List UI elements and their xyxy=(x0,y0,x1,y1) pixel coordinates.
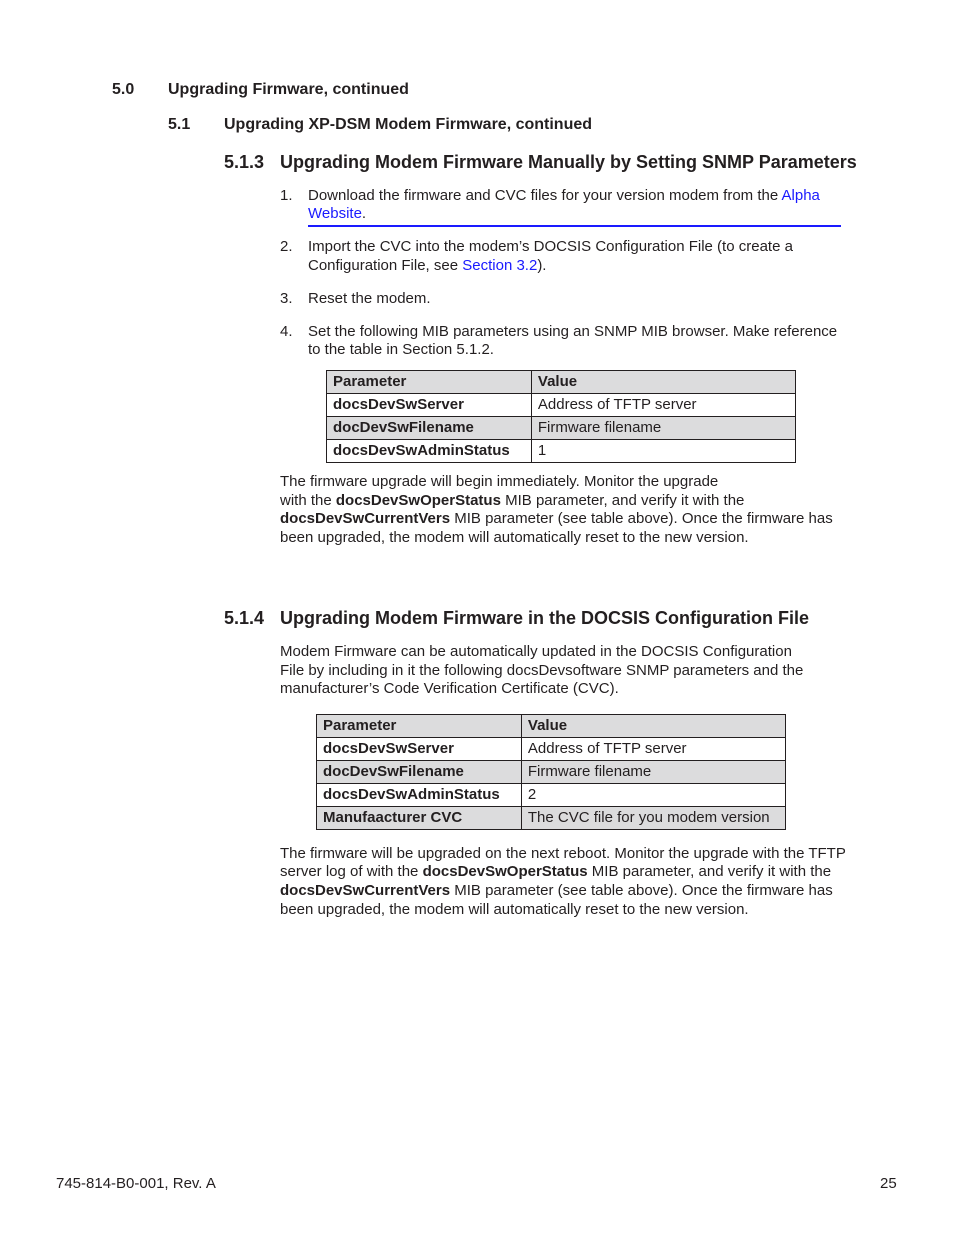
table-cell-value: Address of TFTP server xyxy=(531,394,795,417)
s513-para-line-4: been upgraded, the modem will automatically reset to the new version. xyxy=(280,529,749,546)
table-row xyxy=(317,738,786,761)
s513-para-line-2 xyxy=(280,492,744,511)
s513-para-line-1: The firmware upgrade will begin immediately. Monitor the upgrade xyxy=(280,473,719,490)
s514-para-line-1: The firmware will be upgraded on the next reboot. Monitor the upgrade with the TFTP xyxy=(280,845,846,862)
step-2-end: ). xyxy=(537,257,547,274)
table-header-row xyxy=(327,371,796,394)
table-header-parameter: Parameter xyxy=(327,371,532,394)
table-cell-value: 2 xyxy=(521,784,785,807)
step-4-number: 4. xyxy=(280,323,293,340)
s513-title: Upgrading Modem Firmware Manually by Setting SNMP Parameters xyxy=(280,152,857,172)
s513-para-text: with the xyxy=(280,492,336,509)
step-2-line-1: Import the CVC into the modem’s DOCSIS Configuration File (to create a xyxy=(308,238,793,255)
table-header-parameter: Parameter xyxy=(317,715,522,738)
section-title: Upgrading Firmware, continued xyxy=(168,81,409,98)
link-underline-rule xyxy=(308,225,841,227)
table-row xyxy=(327,417,796,440)
s514-para-line-2 xyxy=(280,863,831,882)
alpha-website-link-cont[interactable]: Website xyxy=(308,205,362,222)
step-3-line-1: Reset the modem. xyxy=(308,290,431,307)
s513-para-line-3 xyxy=(280,510,833,529)
s513-para-text: MIB parameter, and verify it with the xyxy=(500,492,745,509)
s514-para-line-4: been upgraded, the modem will automatically reset to the new version. xyxy=(280,901,749,918)
step-4-line-1: Set the following MIB parameters using an SNMP MIB browser. Make reference xyxy=(308,323,838,340)
step-1-text: Download the firmware and CVC files for your version modem from the xyxy=(308,187,782,204)
step-2-number: 2. xyxy=(280,238,293,255)
s514-intro-line-2: File by including in it the following docsDevsoftware SNMP parameters and the xyxy=(280,662,804,679)
table-cell-value: Firmware filename xyxy=(531,417,795,440)
alpha-website-link[interactable]: Alpha xyxy=(781,187,820,204)
subsection-title: Upgrading XP-DSM Modem Firmware, continued xyxy=(224,116,593,133)
section-number: 5.0 xyxy=(112,81,135,98)
step-2-line-2 xyxy=(308,257,546,276)
footer-doc-number: 745-814-B0-001, Rev. A xyxy=(56,1175,216,1192)
step-1-end: . xyxy=(361,205,367,222)
table-header-value: Value xyxy=(521,715,785,738)
s514-para-text: MIB parameter, and verify it with the xyxy=(587,863,832,880)
mib-parameters-table-1 xyxy=(326,370,796,463)
table-cell-value: The CVC file for you modem version xyxy=(521,807,785,830)
s513-para-bold: docsDevSwOperStatus xyxy=(335,492,501,509)
table-cell-parameter: Manufaacturer CVC xyxy=(317,807,522,830)
s514-para-bold: docsDevSwOperStatus xyxy=(422,863,588,880)
table-header-value: Value xyxy=(531,371,795,394)
table-cell-value: Address of TFTP server xyxy=(521,738,785,761)
mib-parameters-table-2 xyxy=(316,714,786,830)
step-2-text: Configuration File, see xyxy=(308,257,463,274)
table-row xyxy=(317,807,786,830)
step-3-number: 3. xyxy=(280,290,293,307)
table-cell-parameter: docsDevSwServer xyxy=(327,394,532,417)
s514-number: 5.1.4 xyxy=(224,608,265,628)
table-cell-parameter: docsDevSwAdminStatus xyxy=(327,440,532,463)
table-row xyxy=(317,784,786,807)
table-row xyxy=(327,394,796,417)
table-cell-parameter: docsDevSwAdminStatus xyxy=(317,784,522,807)
s514-intro-line-3: manufacturer’s Code Verification Certificate (CVC). xyxy=(280,680,619,697)
step-1-line-2 xyxy=(308,205,366,224)
s513-para-bold: docsDevSwCurrentVers xyxy=(280,510,451,527)
table-cell-value: Firmware filename xyxy=(521,761,785,784)
s514-title: Upgrading Modem Firmware in the DOCSIS Configuration File xyxy=(280,608,810,628)
table-cell-parameter: docDevSwFilename xyxy=(317,761,522,784)
s514-para-text: MIB parameter (see table above). Once the firmware has xyxy=(450,882,833,899)
s514-para-line-3 xyxy=(280,882,833,901)
footer-page-number: 25 xyxy=(880,1175,897,1192)
section-3-2-link[interactable]: Section 3.2 xyxy=(462,257,538,274)
s513-para-text: MIB parameter (see table above). Once the firmware has xyxy=(450,510,833,527)
step-1-line-1 xyxy=(308,187,820,206)
s514-para-bold: docsDevSwCurrentVers xyxy=(280,882,451,899)
table-row xyxy=(317,761,786,784)
s514-intro-line-1: Modem Firmware can be automatically updated in the DOCSIS Configuration xyxy=(280,643,792,660)
step-4-line-2: to the table in Section 5.1.2. xyxy=(308,341,494,358)
table-header-row xyxy=(317,715,786,738)
table-cell-value: 1 xyxy=(531,440,795,463)
s514-para-text: server log of with the xyxy=(280,863,423,880)
step-1-number: 1. xyxy=(280,187,293,204)
table-row xyxy=(327,440,796,463)
subsection-number: 5.1 xyxy=(168,116,191,133)
table-cell-parameter: docDevSwFilename xyxy=(327,417,532,440)
table-cell-parameter: docsDevSwServer xyxy=(317,738,522,761)
s513-number: 5.1.3 xyxy=(224,152,265,172)
